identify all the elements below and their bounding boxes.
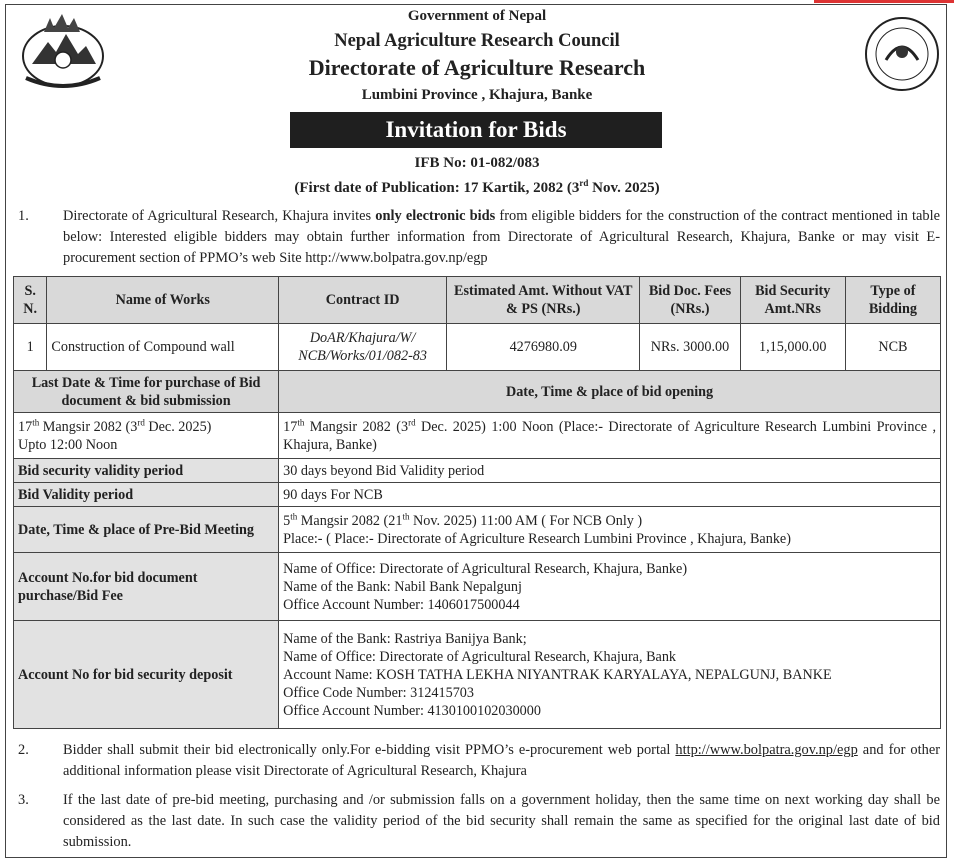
top-red-mark <box>814 0 954 3</box>
paragraph-3 <box>18 790 940 854</box>
cell-estimate: 4276980.09 <box>447 324 640 371</box>
table-row <box>14 459 941 483</box>
para-number: 3. <box>18 792 29 808</box>
cell-bid-type: NCB <box>845 324 940 371</box>
opening-heading: Date, Time & place of bid opening <box>279 371 941 413</box>
last-date-heading: Last Date & Time for purchase of Bid document & bid submission <box>14 371 279 413</box>
para-text: Bidder shall submit their bid electronically only.For e-bidding visit PPMO’s e-procurement web portal http://www.bolpatra.gov.np/egp and for other additional information please visit Directorate of Agricultural Research, Khajura <box>63 742 940 779</box>
acct-fee-label: Account No.for bid document purchase/Bid Fee <box>14 553 279 621</box>
paragraph-1 <box>18 206 940 272</box>
acct-fee-value: Name of Office: Directorate of Agricultural Research, Khajura, Banke) Name of the Bank: Nabil Bank Nepalgunj Office Account Number: 1406017500044 <box>279 553 941 621</box>
prebid-value: 5th Mangsir 2082 (21th Nov. 2025) 11:00 AM ( For NCB Only ) Place:- ( Place:- Directorate of Agriculture Research Lumbini Province , Khajura, Banke) <box>279 507 941 553</box>
cell-security: 1,15,000.00 <box>740 324 845 371</box>
col-header: Contract ID <box>279 277 447 324</box>
para-number: 1. <box>18 208 29 224</box>
table-row <box>14 621 941 729</box>
cell-contract-id: DoAR/Khajura/W/ NCB/Works/01/082-83 <box>279 324 447 371</box>
table-row <box>14 483 941 507</box>
cell-sn: 1 <box>14 324 47 371</box>
invitation-banner: Invitation for Bids <box>290 112 662 148</box>
egp-link[interactable]: http://www.bolpatra.gov.np/egp <box>675 742 858 758</box>
col-header: Type of Bidding <box>845 277 940 324</box>
para-text: If the last date of pre-bid meeting, purchasing and /or submission falls on a government holiday, then the same time on next working day shall be considered as the last date. In such case the validity period of the bid security shall remain the same as specified for the original last date of bid submission. <box>63 792 940 850</box>
table-row <box>14 324 941 371</box>
publication-date: (First date of Publication: 17 Kartik, 2082 (3rd Nov. 2025) <box>294 178 660 196</box>
cell-work-name: Construction of Compound wall <box>47 324 279 371</box>
table-row <box>14 553 941 621</box>
bid-table <box>13 276 941 729</box>
col-header: Bid Doc. Fees (NRs.) <box>640 277 740 324</box>
directorate-title: Directorate of Agriculture Research <box>308 55 646 80</box>
council-title: Nepal Agriculture Research Council <box>334 31 620 51</box>
col-header: S. N. <box>14 277 47 324</box>
table-row <box>14 507 941 553</box>
para-number: 2. <box>18 742 29 758</box>
acct-sec-value: Name of the Bank: Rastriya Banijya Bank; Name of Office: Directorate of Agricultural Research, Khajura, Bank Account Name: KOSH TATHA LEKHA NIYANTRAK KARYALAYA, NEPALGUNJ, BANKE Office Code Number: 312415703 Office Account Number: 4130100102030000 <box>279 621 941 729</box>
table-row <box>14 413 941 459</box>
last-date-value: 17th Mangsir 2082 (3rd Dec. 2025) Upto 12:00 Noon <box>14 413 279 459</box>
col-header: Estimated Amt. Without VAT & PS (NRs.) <box>447 277 640 324</box>
acct-sec-label: Account No for bid security deposit <box>14 621 279 729</box>
location-line: Lumbini Province , Khajura, Banke <box>361 87 593 103</box>
narc-seal-icon <box>862 14 942 94</box>
table-header-row <box>14 277 941 324</box>
ifb-number: IFB No: 01-082/083 <box>414 155 540 171</box>
gov-title: Government of Nepal <box>407 8 547 24</box>
validity-label: Bid security validity period <box>14 459 279 483</box>
bid-validity-value: 90 days For NCB <box>279 483 941 507</box>
prebid-label: Date, Time & place of Pre-Bid Meeting <box>14 507 279 553</box>
validity-value: 30 days beyond Bid Validity period <box>279 459 941 483</box>
section-header-row <box>14 371 941 413</box>
para-text: Directorate of Agricultural Research, Khajura invites only electronic bids from eligible bidders for the construction of the contract mentioned in table below: Interested eligible bidders may obtain further information from Directorate of Agricultural Research, Khajura, Banke or may visit E-procurement section of PPMO’s web Site http://www.bolpatra.gov.np/egp <box>63 208 940 266</box>
col-header: Bid Security Amt.NRs <box>740 277 845 324</box>
paragraph-2 <box>18 740 940 784</box>
bid-validity-label: Bid Validity period <box>14 483 279 507</box>
opening-value: 17th Mangsir 2082 (3rd Dec. 2025) 1:00 Noon (Place:- Directorate of Agriculture Research Lumbini Province , Khajura, Banke) <box>279 413 941 459</box>
col-header: Name of Works <box>47 277 279 324</box>
cell-fee: NRs. 3000.00 <box>640 324 740 371</box>
